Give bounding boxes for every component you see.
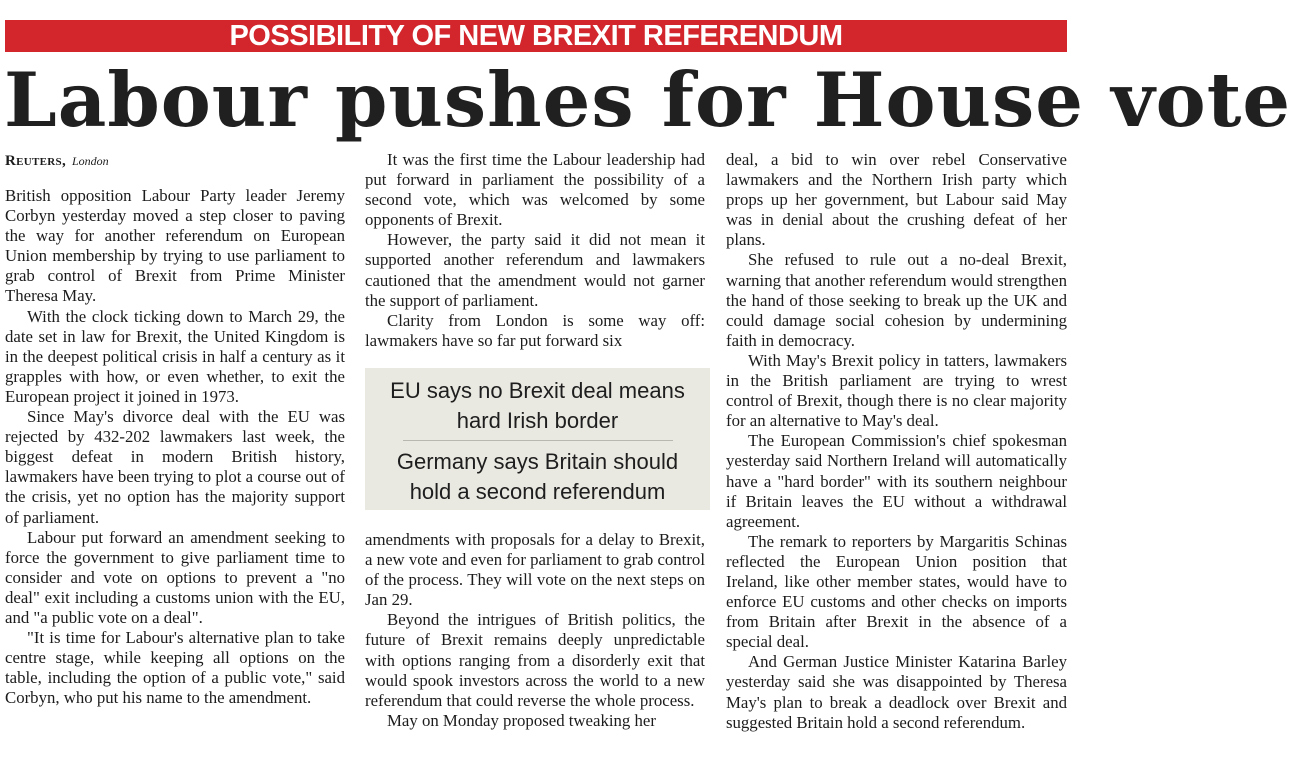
paragraph: Labour put forward an amendment seeking to force the government to give parliament time to consider and vote on options to prevent a "no deal" exit including a customs union with the EU, and "a public vote on a deal". <box>5 527 345 627</box>
headline: Labour pushes for House vote <box>4 56 1291 144</box>
byline <box>5 150 345 172</box>
related-headlines-box <box>365 368 710 510</box>
paragraph: With May's Brexit policy in tatters, lawmakers in the British parliament are trying to wrest control of Brexit, though there is no clear majority for an alternative to May's deal. <box>726 350 1067 431</box>
paragraph: And German Justice Minister Katarina Barley yesterday said she was disappointed by Theresa May's plan to break a deadlock over Brexit and suggested Britain hold a second referendum. <box>726 652 1067 732</box>
paragraph: The European Commission's chief spokesman yesterday said Northern Ireland will automatically have a "hard border" with its southern neighbour if Britain leaves the EU without a withdrawal agreement. <box>726 431 1067 531</box>
paragraph: amendments with proposals for a delay to Brexit, a new vote and even for parliament to grab control of the process. They will vote on the next steps on Jan 29. <box>365 530 705 610</box>
byline-agency: Reuters, <box>5 153 66 169</box>
article-column-3 <box>726 150 1067 733</box>
paragraph: Since May's divorce deal with the EU was rejected by 432-202 lawmakers last week, the biggest defeat in modern British history, lawmakers have been trying to plot a course out of the crisis, yet no option has the majority support of parliament. <box>5 407 345 527</box>
section-kicker: POSSIBILITY OF NEW BREXIT REFERENDUM <box>5 20 1067 52</box>
article-column-2-bottom <box>365 530 705 731</box>
byline-location: London <box>72 154 109 168</box>
paragraph: British opposition Labour Party leader Jeremy Corbyn yesterday moved a step closer to paving the way for another referendum on European Union membership by trying to use parliament to grab control of Brexit from Prime Minister Theresa May. <box>5 186 345 306</box>
paragraph: It was the first time the Labour leadership had put forward in parliament the possibility of a second vote, which was welcomed by some opponents of Brexit. <box>365 150 705 230</box>
paragraph: "It is time for Labour's alternative plan to take centre stage, while keeping all options on the table, including the option of a public vote," said Corbyn, who put his name to the amendment. <box>5 628 345 708</box>
paragraph: deal, a bid to win over rebel Conservative lawmakers and the Northern Irish party which props up her government, but Labour said May was in denial about the crushing defeat of her plans. <box>726 150 1067 250</box>
paragraph: However, the party said it did not mean it supported another referendum and lawmakers cautioned that the amendment would not garner the support of parliament. <box>365 230 705 310</box>
article-column-1 <box>5 150 345 708</box>
paragraph: The remark to reporters by Margaritis Schinas reflected the European Union position that Ireland, like other member states, would have to enforce EU customs and other checks on imports from Britain after Brexit in the absence of a special deal. <box>726 531 1067 652</box>
paragraph: She refused to rule out a no-deal Brexit, warning that another referendum would strengthen the hand of those seeking to break up the UK and could damage social cohesion by undermining faith in democracy. <box>726 250 1067 350</box>
paragraph: May on Monday proposed tweaking her <box>387 710 656 730</box>
paragraph: With the clock ticking down to March 29, the date set in law for Brexit, the United Kingdom is in the deepest political crisis in half a century as it grapples with how, or even whether, to exit the European project it joined in 1973. <box>5 306 345 406</box>
related-headline[interactable]: Germany says Britain should hold a second referendum <box>396 449 679 504</box>
related-headline[interactable]: EU says no Brexit deal means hard Irish border <box>390 378 685 433</box>
paragraph: Clarity from London is some way off: lawmakers have so far put forward six <box>365 310 705 350</box>
divider <box>403 440 673 441</box>
article-column-2-top <box>365 150 705 351</box>
paragraph: Beyond the intrigues of British politics, the future of Brexit remains deeply unpredictable with options ranging from a disorderly exit that would spook investors across the world to a new referendum that could reverse the whole process. <box>365 610 705 710</box>
